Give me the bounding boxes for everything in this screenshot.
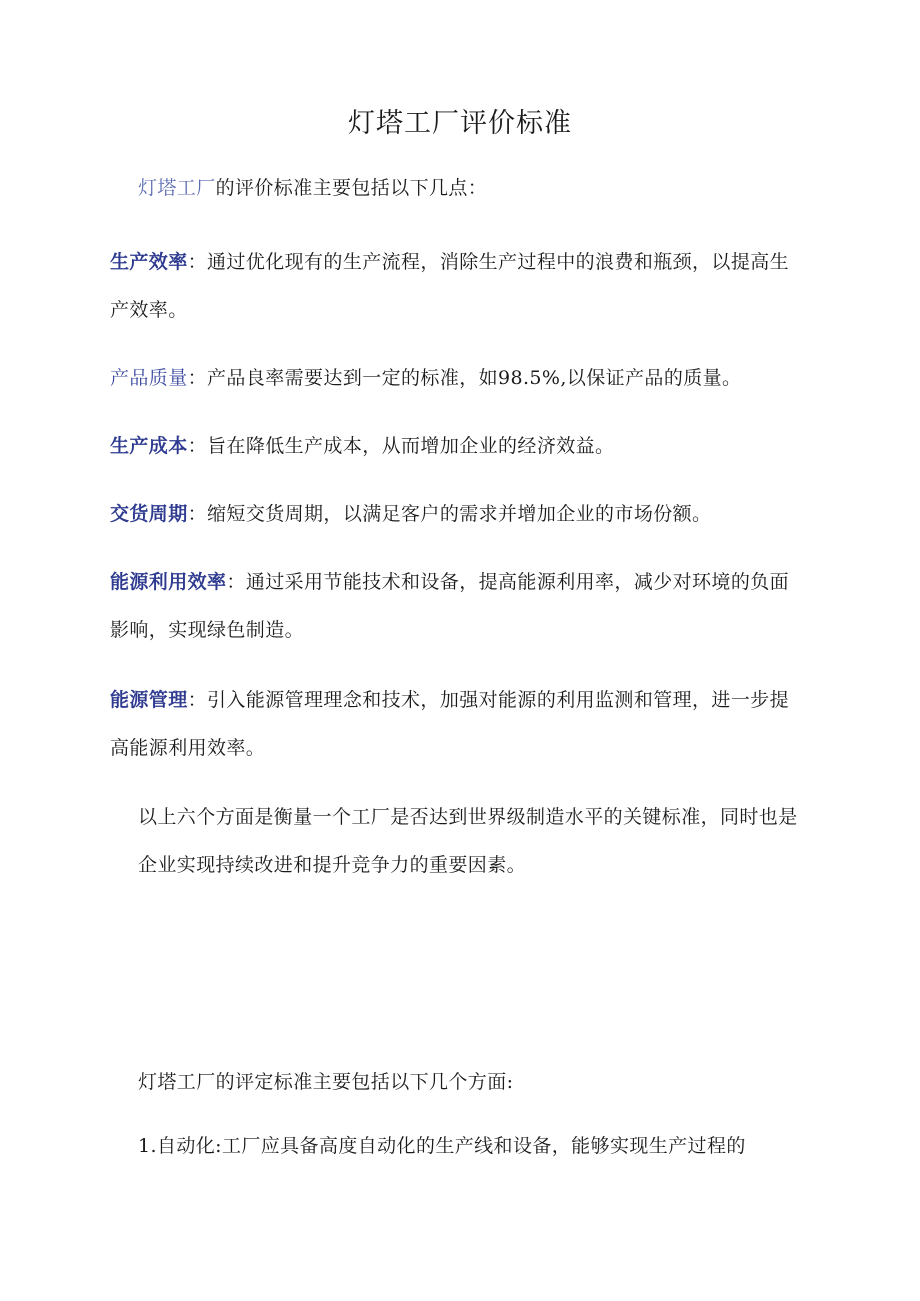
criterion-text: 通过优化现有的生产流程，消除生产过程中的浪费和瓶颈，以提高生产效率。 [110, 251, 790, 321]
criterion-energy-efficiency [110, 558, 800, 654]
criterion-energy-management [110, 676, 800, 772]
intro-term: 灯塔工厂 [138, 177, 216, 199]
criterion-separator: ： [187, 251, 208, 273]
criterion-text: 旨在降低生产成本，从而增加企业的经济效益。 [207, 435, 615, 457]
criterion-separator: ： [226, 571, 246, 593]
criterion-separator: ： [187, 435, 208, 457]
criterion-separator: ： [187, 367, 208, 389]
criterion-product-quality [110, 354, 800, 402]
criterion-production-efficiency [110, 238, 800, 334]
criterion-text: 引入能源管理理念和技术，加强对能源的利用监测和管理，进一步提高能源利用效率。 [110, 689, 790, 759]
intro-text: 的评价标准主要包括以下几点： [215, 177, 488, 199]
criterion-text: 缩短交货周期，以满足客户的需求并增加企业的市场份额。 [207, 503, 712, 525]
item-text: .自动化:工厂应具备高度自动化的生产线和设备，能够实现生产过程的 [150, 1135, 746, 1157]
criterion-text: 产品良率需要达到一定的标准，如98.5%,以保证产品的质量。 [207, 367, 742, 389]
intro-paragraph [138, 164, 798, 212]
criterion-term: 生产成本 [110, 435, 188, 457]
criterion-term: 生产效率 [110, 251, 188, 273]
criterion-term: 交货周期 [110, 503, 188, 525]
criterion-separator: ： [187, 503, 208, 525]
section2-intro: 灯塔工厂的评定标准主要包括以下几个方面: [138, 1071, 514, 1093]
item-number: 1 [138, 1135, 151, 1157]
criterion-term: 能源管理 [110, 689, 188, 711]
criterion-term: 产品质量 [110, 367, 188, 389]
criterion-term: 能源利用效率 [110, 571, 227, 593]
criterion-separator: ： [187, 689, 208, 711]
document-title: 灯塔工厂评价标准 [348, 108, 572, 139]
section2-item-automation [138, 1122, 798, 1170]
criterion-text: 通过采用节能技术和设备，提高能源利用率，减少对环境的负面影响，实现绿色制造。 [110, 571, 790, 641]
criterion-delivery-cycle [110, 490, 800, 538]
criterion-production-cost [110, 422, 800, 470]
summary-paragraph: 以上六个方面是衡量一个工厂是否达到世界级制造水平的关键标准，同时也是企业实现持续改进和提升竞争力的重要因素。 [138, 806, 798, 876]
